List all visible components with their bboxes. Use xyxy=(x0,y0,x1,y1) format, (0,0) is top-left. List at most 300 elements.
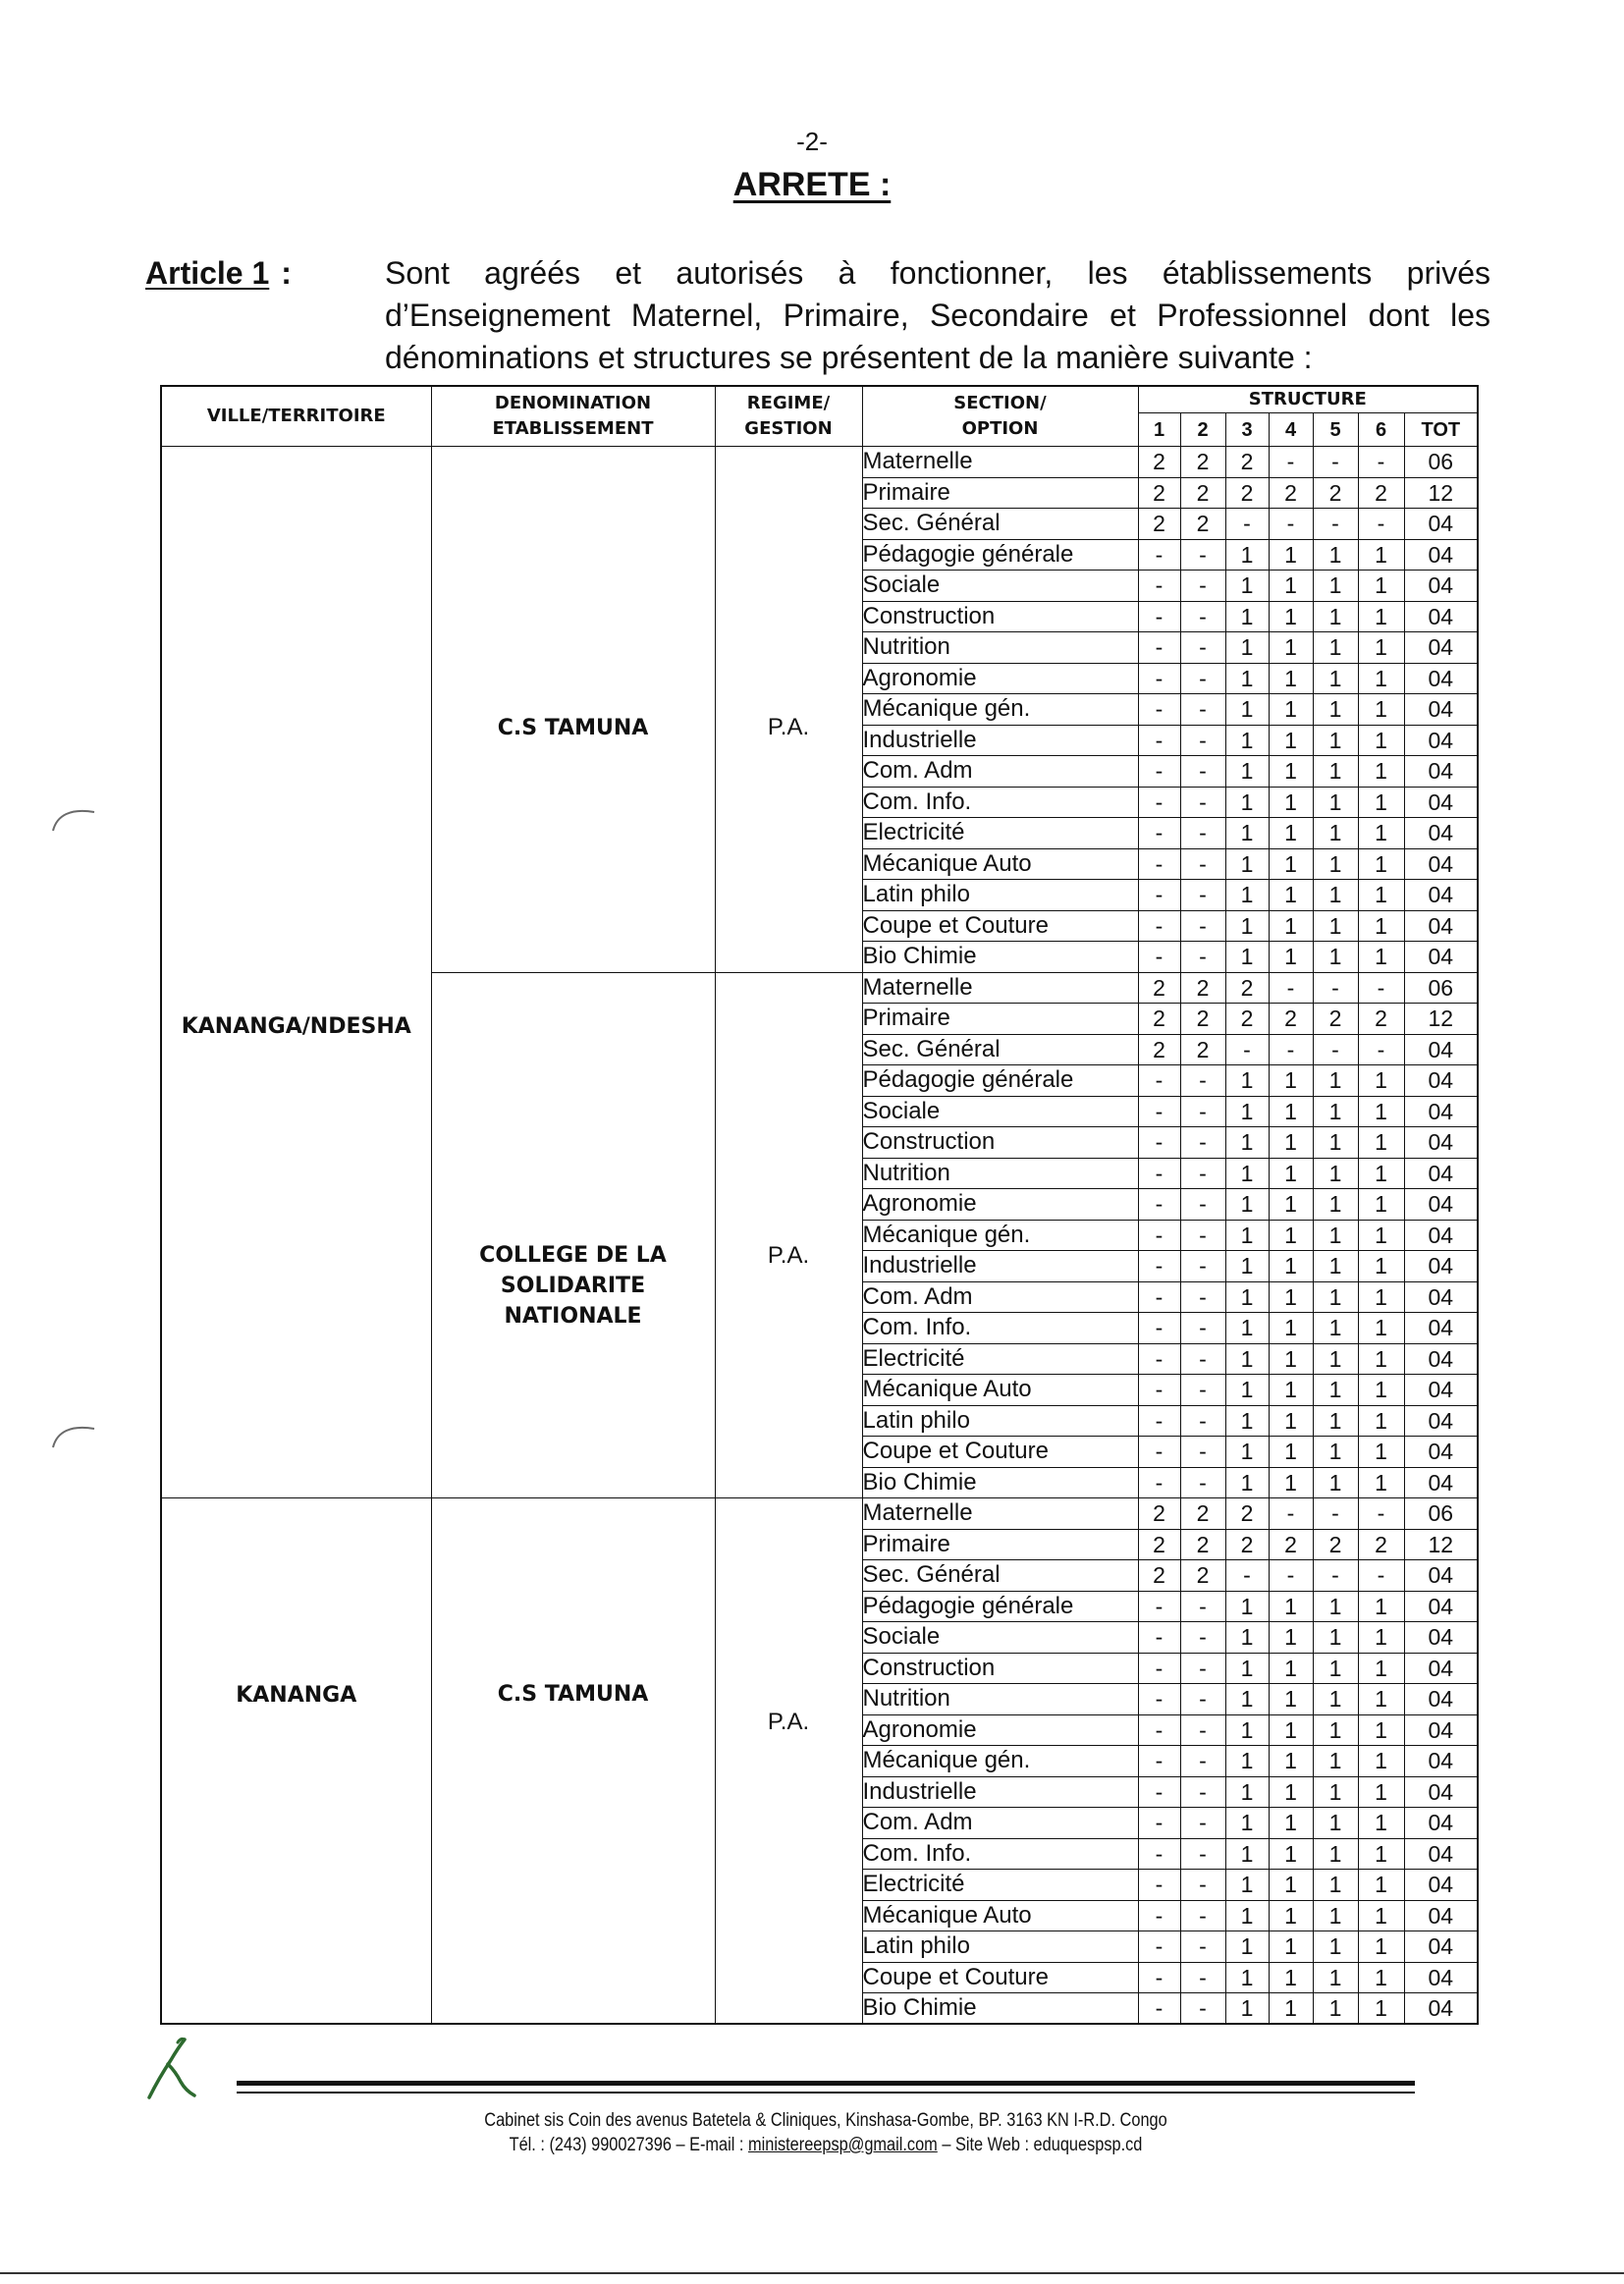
section-option-cell: Maternelle xyxy=(862,1498,1138,1530)
structure-value-cell: 1 xyxy=(1313,1437,1358,1468)
structure-value-cell: 1 xyxy=(1313,1189,1358,1221)
structure-value-cell: 1 xyxy=(1358,1343,1404,1375)
structure-value-cell: 1 xyxy=(1313,1096,1358,1127)
structure-value-cell: 1 xyxy=(1313,1931,1358,1963)
structure-value-cell: 1 xyxy=(1313,787,1358,818)
structure-value-cell: 1 xyxy=(1358,1962,1404,1993)
ville-territoire-cell xyxy=(161,447,431,1498)
section-option-cell: Com. Info. xyxy=(862,1313,1138,1344)
section-option-cell: Electricité xyxy=(862,1870,1138,1901)
structure-value-cell: - xyxy=(1138,942,1180,973)
structure-value-cell: 1 xyxy=(1358,848,1404,880)
section-option-cell: Bio Chimie xyxy=(862,942,1138,973)
structure-value-cell: - xyxy=(1138,848,1180,880)
section-option-cell: Sec. Général xyxy=(862,509,1138,540)
structure-value-cell: 2 xyxy=(1138,972,1180,1004)
structure-value-cell: 1 xyxy=(1358,694,1404,726)
structure-total-cell: 04 xyxy=(1404,1375,1478,1406)
structure-value-cell: 1 xyxy=(1225,1808,1269,1839)
section-option-cell: Com. Adm xyxy=(862,756,1138,788)
structure-value-cell: - xyxy=(1138,1931,1180,1963)
footer-website: – Site Web : eduquespsp.cd xyxy=(937,2135,1143,2155)
structure-value-cell: 2 xyxy=(1138,447,1180,478)
structure-value-cell: 1 xyxy=(1225,1127,1269,1159)
structure-value-cell: 1 xyxy=(1225,1776,1269,1808)
structure-value-cell: 1 xyxy=(1225,848,1269,880)
structure-total-cell: 04 xyxy=(1404,1808,1478,1839)
section-option-cell: Com. Info. xyxy=(862,787,1138,818)
structure-value-cell: 1 xyxy=(1358,539,1404,571)
section-option-cell: Primaire xyxy=(862,1004,1138,1035)
header-structure: STRUCTURE xyxy=(1138,386,1478,413)
structure-value-cell: 2 xyxy=(1358,1004,1404,1035)
section-option-cell: Coupe et Couture xyxy=(862,1437,1138,1468)
structure-value-cell: - xyxy=(1138,756,1180,788)
page-heading xyxy=(0,163,1624,206)
structure-value-cell: - xyxy=(1180,1220,1225,1251)
structure-value-cell: 1 xyxy=(1225,1714,1269,1746)
structure-value-cell: - xyxy=(1269,972,1313,1004)
structure-value-cell: - xyxy=(1138,571,1180,602)
structure-value-cell: 1 xyxy=(1225,539,1269,571)
footer-phone: Tél. : (243) 990027396 – E-mail : xyxy=(509,2135,749,2155)
structure-value-cell: - xyxy=(1358,1034,1404,1065)
structure-value-cell: 1 xyxy=(1313,601,1358,632)
structure-value-cell: 1 xyxy=(1225,1158,1269,1189)
structure-value-cell: 1 xyxy=(1225,1591,1269,1622)
structure-value-cell: 1 xyxy=(1358,663,1404,694)
header-line: REGIME/ xyxy=(746,393,831,413)
structure-value-cell: 1 xyxy=(1358,1931,1404,1963)
establishment-name: COLLEGE DE LA SOLIDARITE NATIONALE xyxy=(479,1243,667,1330)
structure-total-cell: 04 xyxy=(1404,571,1478,602)
structure-value-cell: 1 xyxy=(1269,1931,1313,1963)
structure-value-cell: 1 xyxy=(1313,1281,1358,1313)
structure-value-cell: - xyxy=(1180,571,1225,602)
structure-value-cell: - xyxy=(1180,1405,1225,1437)
structure-value-cell: 2 xyxy=(1225,1529,1269,1560)
structure-value-cell: - xyxy=(1180,1127,1225,1159)
section-option-cell: Latin philo xyxy=(862,1931,1138,1963)
structure-value-cell: 1 xyxy=(1269,694,1313,726)
structure-value-cell: 1 xyxy=(1225,663,1269,694)
structure-value-cell: 1 xyxy=(1358,1065,1404,1097)
structure-value-cell: 1 xyxy=(1269,1096,1313,1127)
structure-value-cell: - xyxy=(1138,1158,1180,1189)
structure-value-cell: - xyxy=(1313,1498,1358,1530)
structure-total-cell: 04 xyxy=(1404,910,1478,942)
structure-value-cell: 1 xyxy=(1358,1622,1404,1654)
structure-value-cell: - xyxy=(1138,663,1180,694)
ville-territoire-name: KANANGA xyxy=(236,1682,357,1708)
structure-value-cell: 1 xyxy=(1358,1467,1404,1498)
structure-value-cell: 1 xyxy=(1313,1591,1358,1622)
structure-total-cell: 04 xyxy=(1404,1931,1478,1963)
structure-value-cell: 1 xyxy=(1269,1281,1313,1313)
structure-value-cell: 1 xyxy=(1269,1714,1313,1746)
structure-value-cell: 2 xyxy=(1180,447,1225,478)
structure-total-cell: 04 xyxy=(1404,725,1478,756)
structure-value-cell: - xyxy=(1180,1591,1225,1622)
structure-value-cell: 1 xyxy=(1225,694,1269,726)
structure-value-cell: 1 xyxy=(1313,1313,1358,1344)
structure-value-cell: 1 xyxy=(1313,1776,1358,1808)
structure-value-cell: - xyxy=(1180,1096,1225,1127)
structure-value-cell: - xyxy=(1138,1714,1180,1746)
structure-value-cell: 1 xyxy=(1269,601,1313,632)
structure-value-cell: - xyxy=(1180,663,1225,694)
structure-value-cell: 1 xyxy=(1225,880,1269,911)
structure-value-cell: 1 xyxy=(1269,1220,1313,1251)
structure-value-cell: - xyxy=(1358,447,1404,478)
structure-value-cell: - xyxy=(1180,848,1225,880)
structure-value-cell: - xyxy=(1180,1313,1225,1344)
structure-value-cell: 1 xyxy=(1269,725,1313,756)
structure-value-cell: 1 xyxy=(1358,601,1404,632)
structure-total-cell: 04 xyxy=(1404,1714,1478,1746)
structure-total-cell: 04 xyxy=(1404,663,1478,694)
section-option-cell: Mécanique gén. xyxy=(862,1220,1138,1251)
structure-value-cell: - xyxy=(1358,509,1404,540)
structure-total-cell: 04 xyxy=(1404,1281,1478,1313)
article-separator: : xyxy=(281,255,292,291)
structure-value-cell: 2 xyxy=(1225,1498,1269,1530)
section-option-cell: Industrielle xyxy=(862,725,1138,756)
structure-value-cell: 1 xyxy=(1358,632,1404,664)
structure-value-cell: 1 xyxy=(1225,1065,1269,1097)
structure-value-cell: - xyxy=(1180,1158,1225,1189)
header-structure-col: 2 xyxy=(1180,413,1225,447)
structure-value-cell: 1 xyxy=(1313,571,1358,602)
structure-value-cell: - xyxy=(1138,1096,1180,1127)
structure-total-cell: 04 xyxy=(1404,1127,1478,1159)
structure-total-cell: 04 xyxy=(1404,1653,1478,1684)
structure-value-cell: 1 xyxy=(1269,1993,1313,2025)
structure-total-cell: 04 xyxy=(1404,1467,1478,1498)
structure-value-cell: 1 xyxy=(1269,1158,1313,1189)
structure-value-cell: - xyxy=(1180,1931,1225,1963)
structure-value-cell: 1 xyxy=(1269,1437,1313,1468)
section-option-cell: Mécanique gén. xyxy=(862,694,1138,726)
structure-value-cell: - xyxy=(1138,539,1180,571)
structure-value-cell: 1 xyxy=(1313,848,1358,880)
section-option-cell: Nutrition xyxy=(862,1684,1138,1715)
structure-value-cell: - xyxy=(1180,1343,1225,1375)
structure-value-cell: 1 xyxy=(1358,942,1404,973)
regime-value: P.A. xyxy=(767,1241,810,1269)
structure-value-cell: 1 xyxy=(1358,1189,1404,1221)
structure-total-cell: 04 xyxy=(1404,1684,1478,1715)
structure-value-cell: - xyxy=(1138,1776,1180,1808)
structure-value-cell: - xyxy=(1180,725,1225,756)
regime-cell xyxy=(715,1498,862,2025)
structure-total-cell: 04 xyxy=(1404,1746,1478,1777)
structure-value-cell: 1 xyxy=(1313,1467,1358,1498)
structure-value-cell: 1 xyxy=(1358,880,1404,911)
structure-value-cell: - xyxy=(1180,1653,1225,1684)
structure-value-cell: - xyxy=(1180,818,1225,849)
structure-value-cell: 2 xyxy=(1269,477,1313,509)
structure-total-cell: 04 xyxy=(1404,1220,1478,1251)
structure-value-cell: 1 xyxy=(1358,1684,1404,1715)
structure-value-cell: 2 xyxy=(1138,509,1180,540)
section-option-cell: Electricité xyxy=(862,818,1138,849)
section-option-cell: Construction xyxy=(862,1653,1138,1684)
structure-value-cell: - xyxy=(1138,1962,1180,1993)
structure-value-cell: 1 xyxy=(1358,1313,1404,1344)
structure-value-cell: 1 xyxy=(1269,1313,1313,1344)
structure-value-cell: 1 xyxy=(1313,756,1358,788)
structure-value-cell: 1 xyxy=(1269,1776,1313,1808)
section-option-cell: Electricité xyxy=(862,1343,1138,1375)
structure-value-cell: 1 xyxy=(1269,1467,1313,1498)
structure-total-cell: 04 xyxy=(1404,539,1478,571)
structure-total-cell: 04 xyxy=(1404,1437,1478,1468)
structure-value-cell: 1 xyxy=(1225,1467,1269,1498)
structure-value-cell: 2 xyxy=(1138,1560,1180,1592)
structure-value-cell: - xyxy=(1138,725,1180,756)
structure-value-cell: - xyxy=(1138,880,1180,911)
section-option-cell: Agronomie xyxy=(862,1189,1138,1221)
structure-value-cell: 1 xyxy=(1225,725,1269,756)
structure-value-cell: 1 xyxy=(1313,1714,1358,1746)
structure-total-cell: 04 xyxy=(1404,848,1478,880)
structure-value-cell: 1 xyxy=(1313,1343,1358,1375)
structure-value-cell: 1 xyxy=(1313,942,1358,973)
structure-value-cell: 1 xyxy=(1269,1808,1313,1839)
structure-value-cell: 2 xyxy=(1358,1529,1404,1560)
structure-value-cell: 1 xyxy=(1358,1714,1404,1746)
structure-value-cell: 1 xyxy=(1225,1993,1269,2025)
structure-value-cell: 1 xyxy=(1225,1870,1269,1901)
structure-value-cell: 1 xyxy=(1358,1776,1404,1808)
structure-value-cell: - xyxy=(1313,509,1358,540)
structure-value-cell: 1 xyxy=(1358,1653,1404,1684)
structure-value-cell: 1 xyxy=(1269,1870,1313,1901)
section-option-cell: Agronomie xyxy=(862,1714,1138,1746)
section-option-cell: Industrielle xyxy=(862,1251,1138,1282)
structure-total-cell: 12 xyxy=(1404,477,1478,509)
structure-total-cell: 04 xyxy=(1404,1962,1478,1993)
structure-value-cell: - xyxy=(1313,1560,1358,1592)
structure-value-cell: - xyxy=(1180,694,1225,726)
structure-total-cell: 04 xyxy=(1404,1251,1478,1282)
structure-value-cell: 1 xyxy=(1269,880,1313,911)
structure-total-cell: 04 xyxy=(1404,1993,1478,2025)
structure-value-cell: 1 xyxy=(1225,1838,1269,1870)
structure-value-cell: - xyxy=(1180,1065,1225,1097)
structure-value-cell: 1 xyxy=(1225,1281,1269,1313)
structure-value-cell: 1 xyxy=(1313,1251,1358,1282)
structure-total-cell: 04 xyxy=(1404,1405,1478,1437)
structure-value-cell: 1 xyxy=(1313,1158,1358,1189)
structure-value-cell: 1 xyxy=(1225,1189,1269,1221)
structure-value-cell: 1 xyxy=(1358,1900,1404,1931)
structure-total-cell: 04 xyxy=(1404,818,1478,849)
section-option-cell: Nutrition xyxy=(862,1158,1138,1189)
structure-value-cell: - xyxy=(1138,1684,1180,1715)
structure-total-cell: 04 xyxy=(1404,1343,1478,1375)
structure-value-cell: 1 xyxy=(1269,1375,1313,1406)
structure-value-cell: 1 xyxy=(1269,1962,1313,1993)
structure-value-cell: 1 xyxy=(1313,1405,1358,1437)
structure-total-cell: 04 xyxy=(1404,787,1478,818)
section-option-cell: Sec. Général xyxy=(862,1034,1138,1065)
structure-value-cell: - xyxy=(1138,1622,1180,1654)
structure-value-cell: 1 xyxy=(1269,818,1313,849)
header-structure-col: 1 xyxy=(1138,413,1180,447)
structure-value-cell: 1 xyxy=(1225,1931,1269,1963)
structure-value-cell: - xyxy=(1180,1776,1225,1808)
structure-value-cell: 1 xyxy=(1225,1313,1269,1344)
structure-total-cell: 12 xyxy=(1404,1004,1478,1035)
structure-value-cell: 1 xyxy=(1269,1251,1313,1282)
structure-value-cell: - xyxy=(1138,1437,1180,1468)
ville-territoire-cell xyxy=(161,1498,431,2025)
structure-total-cell: 04 xyxy=(1404,1776,1478,1808)
header-structure-col: 5 xyxy=(1313,413,1358,447)
structure-total-cell: 04 xyxy=(1404,694,1478,726)
structure-value-cell: 2 xyxy=(1358,477,1404,509)
structure-value-cell: 1 xyxy=(1269,632,1313,664)
structure-value-cell: 2 xyxy=(1180,509,1225,540)
section-option-cell: Latin philo xyxy=(862,1405,1138,1437)
structure-total-cell: 04 xyxy=(1404,1065,1478,1097)
header-structure-col: 6 xyxy=(1358,413,1404,447)
scan-edge-line xyxy=(0,2272,1624,2274)
structure-total-cell: 04 xyxy=(1404,509,1478,540)
section-option-cell: Sociale xyxy=(862,1622,1138,1654)
structure-total-cell: 04 xyxy=(1404,601,1478,632)
structure-value-cell: - xyxy=(1269,447,1313,478)
structure-value-cell: 2 xyxy=(1138,1004,1180,1035)
structure-value-cell: 1 xyxy=(1313,1838,1358,1870)
structure-total-cell: 04 xyxy=(1404,1189,1478,1221)
structure-value-cell: - xyxy=(1180,1684,1225,1715)
article-text: Sont agréés et autorisés à fonctionner, les établissements privés d’Enseignement Maternel, Primaire, Secondaire et Professionnel dont les dénominations et structures se présentent de la manière suivante : xyxy=(385,255,1490,375)
structure-value-cell: - xyxy=(1180,880,1225,911)
structure-value-cell: 1 xyxy=(1358,1096,1404,1127)
decree-table xyxy=(160,385,1479,2025)
structure-value-cell: 1 xyxy=(1225,1220,1269,1251)
structure-total-cell: 04 xyxy=(1404,1034,1478,1065)
structure-value-cell: 1 xyxy=(1313,1220,1358,1251)
structure-value-cell: - xyxy=(1138,601,1180,632)
structure-value-cell: 1 xyxy=(1358,1405,1404,1437)
table-header xyxy=(161,386,1478,447)
section-option-cell: Coupe et Couture xyxy=(862,910,1138,942)
structure-total-cell: 12 xyxy=(1404,1529,1478,1560)
structure-total-cell: 04 xyxy=(1404,1096,1478,1127)
section-option-cell: Coupe et Couture xyxy=(862,1962,1138,1993)
structure-value-cell: 1 xyxy=(1225,1684,1269,1715)
structure-value-cell: - xyxy=(1138,1900,1180,1931)
structure-value-cell: 1 xyxy=(1358,1808,1404,1839)
structure-value-cell: 1 xyxy=(1225,632,1269,664)
section-option-cell: Construction xyxy=(862,601,1138,632)
structure-total-cell: 04 xyxy=(1404,942,1478,973)
structure-value-cell: - xyxy=(1180,1714,1225,1746)
structure-value-cell: - xyxy=(1225,509,1269,540)
structure-value-cell: 1 xyxy=(1269,1343,1313,1375)
structure-value-cell: 2 xyxy=(1180,1498,1225,1530)
structure-value-cell: 1 xyxy=(1225,756,1269,788)
header-structure-col: 4 xyxy=(1269,413,1313,447)
structure-total-cell: 04 xyxy=(1404,1622,1478,1654)
section-option-cell: Mécanique Auto xyxy=(862,1900,1138,1931)
structure-value-cell: - xyxy=(1138,1251,1180,1282)
structure-total-cell: 06 xyxy=(1404,1498,1478,1530)
structure-value-cell: 1 xyxy=(1269,942,1313,973)
structure-value-cell: 1 xyxy=(1269,1653,1313,1684)
establishment-name: C.S TAMUNA xyxy=(497,1681,649,1707)
structure-value-cell: - xyxy=(1180,1900,1225,1931)
structure-value-cell: 1 xyxy=(1269,1189,1313,1221)
structure-value-cell: 1 xyxy=(1313,632,1358,664)
structure-value-cell: - xyxy=(1138,632,1180,664)
header-line: SECTION/ xyxy=(953,393,1047,413)
structure-value-cell: 1 xyxy=(1313,818,1358,849)
structure-value-cell: 1 xyxy=(1313,539,1358,571)
structure-value-cell: 1 xyxy=(1225,942,1269,973)
structure-value-cell: - xyxy=(1180,910,1225,942)
structure-value-cell: 1 xyxy=(1313,1746,1358,1777)
heading-text: ARRETE : xyxy=(732,166,892,203)
structure-value-cell: 1 xyxy=(1358,1375,1404,1406)
section-option-cell: Construction xyxy=(862,1127,1138,1159)
structure-value-cell: 1 xyxy=(1225,1096,1269,1127)
structure-value-cell: - xyxy=(1180,1467,1225,1498)
structure-value-cell: - xyxy=(1180,601,1225,632)
structure-value-cell: - xyxy=(1180,1281,1225,1313)
structure-value-cell: - xyxy=(1225,1560,1269,1592)
structure-value-cell: - xyxy=(1313,447,1358,478)
structure-value-cell: - xyxy=(1180,539,1225,571)
structure-value-cell: 1 xyxy=(1358,910,1404,942)
section-option-cell: Pédagogie générale xyxy=(862,1591,1138,1622)
structure-value-cell: 1 xyxy=(1313,1065,1358,1097)
structure-value-cell: - xyxy=(1269,1498,1313,1530)
structure-value-cell: 1 xyxy=(1358,1127,1404,1159)
structure-value-cell: 1 xyxy=(1313,1808,1358,1839)
section-option-cell: Nutrition xyxy=(862,632,1138,664)
structure-value-cell: 1 xyxy=(1269,1622,1313,1654)
structure-value-cell: 1 xyxy=(1225,1343,1269,1375)
structure-total-cell: 04 xyxy=(1404,1838,1478,1870)
section-option-cell: Sociale xyxy=(862,571,1138,602)
structure-value-cell: 1 xyxy=(1225,1962,1269,1993)
structure-value-cell: - xyxy=(1138,1405,1180,1437)
structure-total-cell: 04 xyxy=(1404,880,1478,911)
structure-value-cell: 1 xyxy=(1358,1591,1404,1622)
structure-value-cell: - xyxy=(1180,632,1225,664)
structure-value-cell: - xyxy=(1138,1065,1180,1097)
table-body xyxy=(161,447,1478,2025)
structure-value-cell: 1 xyxy=(1225,601,1269,632)
establishment-cell xyxy=(431,1498,715,2025)
structure-value-cell: 1 xyxy=(1358,1746,1404,1777)
structure-value-cell: - xyxy=(1180,1622,1225,1654)
footer-email: ministereepsp@gmail.com xyxy=(748,2135,938,2155)
structure-value-cell: 1 xyxy=(1313,1375,1358,1406)
structure-value-cell: - xyxy=(1358,1498,1404,1530)
structure-value-cell: 2 xyxy=(1138,477,1180,509)
structure-value-cell: 2 xyxy=(1138,1498,1180,1530)
header-line: GESTION xyxy=(744,418,833,439)
structure-value-cell: 1 xyxy=(1269,1405,1313,1437)
section-option-cell: Sociale xyxy=(862,1096,1138,1127)
header-ville-territoire xyxy=(161,386,431,447)
